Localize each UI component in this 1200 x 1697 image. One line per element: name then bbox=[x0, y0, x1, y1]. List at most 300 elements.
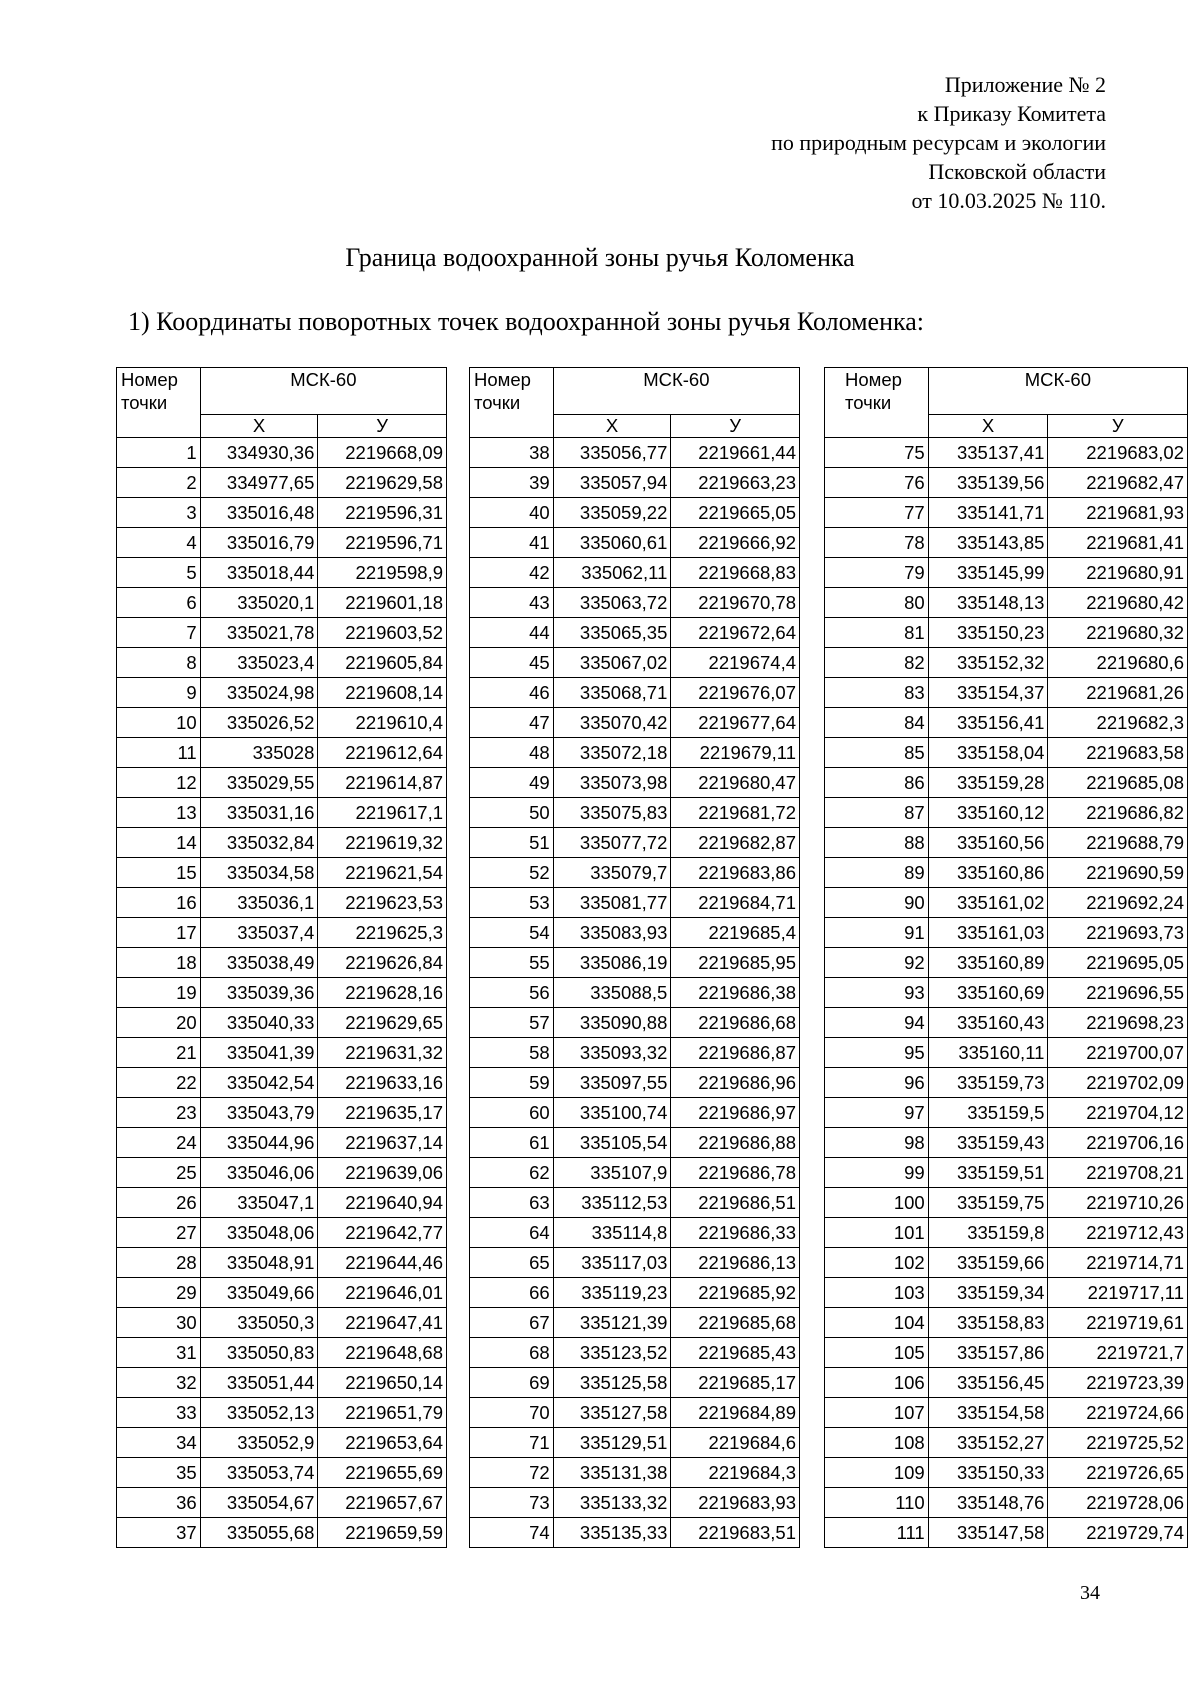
document-title: Граница водоохранной зоны ручья Коломенка bbox=[345, 243, 855, 272]
y-coordinate-cell: 2219725,52 bbox=[1048, 1428, 1188, 1458]
y-coordinate-cell: 2219683,51 bbox=[671, 1518, 800, 1548]
y-coordinate-cell: 2219619,32 bbox=[318, 828, 447, 858]
table-row bbox=[117, 1278, 447, 1308]
x-coordinate-cell: 335159,8 bbox=[928, 1218, 1048, 1248]
x-coordinate-cell: 335023,4 bbox=[200, 648, 318, 678]
point-number-cell: 62 bbox=[470, 1158, 554, 1188]
y-coordinate-cell: 2219610,4 bbox=[318, 708, 447, 738]
point-number-cell: 40 bbox=[470, 498, 554, 528]
x-coordinate-cell: 335105,54 bbox=[553, 1128, 671, 1158]
table-row bbox=[825, 1458, 1188, 1488]
point-number-cell: 6 bbox=[117, 588, 201, 618]
table-row bbox=[117, 678, 447, 708]
y-coordinate-cell: 2219642,77 bbox=[318, 1218, 447, 1248]
header-line: Псковской области bbox=[928, 159, 1106, 184]
x-coordinate-cell: 335161,02 bbox=[928, 888, 1048, 918]
point-number-cell: 24 bbox=[117, 1128, 201, 1158]
x-coordinate-cell: 335050,3 bbox=[200, 1308, 318, 1338]
table-row bbox=[825, 558, 1188, 588]
coordinates-table bbox=[469, 367, 800, 1548]
table-row bbox=[117, 1458, 447, 1488]
point-number-cell: 42 bbox=[470, 558, 554, 588]
y-coordinate-cell: 2219685,95 bbox=[671, 948, 800, 978]
table-row bbox=[117, 1368, 447, 1398]
table-row bbox=[825, 528, 1188, 558]
table-row bbox=[825, 708, 1188, 738]
y-coordinate-cell: 2219670,78 bbox=[671, 588, 800, 618]
x-coordinate-cell: 335040,33 bbox=[200, 1008, 318, 1038]
point-number-cell: 63 bbox=[470, 1188, 554, 1218]
table-row bbox=[825, 948, 1188, 978]
point-number-cell: 91 bbox=[825, 918, 929, 948]
table-row bbox=[470, 648, 800, 678]
point-number-cell: 81 bbox=[825, 618, 929, 648]
point-number-cell: 34 bbox=[117, 1428, 201, 1458]
table-row bbox=[117, 858, 447, 888]
point-number-cell: 101 bbox=[825, 1218, 929, 1248]
point-number-cell: 107 bbox=[825, 1398, 929, 1428]
point-number-cell: 43 bbox=[470, 588, 554, 618]
x-coordinate-cell: 335034,58 bbox=[200, 858, 318, 888]
y-coordinate-cell: 2219644,46 bbox=[318, 1248, 447, 1278]
x-coordinate-cell: 335150,23 bbox=[928, 618, 1048, 648]
x-coordinate-cell: 335161,03 bbox=[928, 918, 1048, 948]
y-coordinate-cell: 2219682,47 bbox=[1048, 468, 1188, 498]
y-coordinate-cell: 2219681,72 bbox=[671, 798, 800, 828]
coordinate-system-header: МСК-60 bbox=[553, 368, 799, 415]
x-coordinate-cell: 335159,75 bbox=[928, 1188, 1048, 1218]
table-row bbox=[117, 1008, 447, 1038]
table-row bbox=[470, 1398, 800, 1428]
point-number-cell: 10 bbox=[117, 708, 201, 738]
x-coordinate-cell: 335150,33 bbox=[928, 1458, 1048, 1488]
table-row bbox=[470, 1458, 800, 1488]
table-row bbox=[825, 1098, 1188, 1128]
table-row bbox=[825, 1338, 1188, 1368]
point-number-cell: 106 bbox=[825, 1368, 929, 1398]
y-coordinate-cell: 2219596,71 bbox=[318, 528, 447, 558]
point-number-cell: 94 bbox=[825, 1008, 929, 1038]
y-coordinate-cell: 2219714,71 bbox=[1048, 1248, 1188, 1278]
point-number-cell: 100 bbox=[825, 1188, 929, 1218]
x-coordinate-cell: 335160,56 bbox=[928, 828, 1048, 858]
table-row bbox=[470, 528, 800, 558]
point-number-cell: 89 bbox=[825, 858, 929, 888]
table-row bbox=[117, 768, 447, 798]
y-coordinate-cell: 2219679,11 bbox=[671, 738, 800, 768]
x-coordinate-cell: 335055,68 bbox=[200, 1518, 318, 1548]
y-coordinate-cell: 2219685,08 bbox=[1048, 768, 1188, 798]
table-row bbox=[825, 1368, 1188, 1398]
x-coordinate-cell: 335051,44 bbox=[200, 1368, 318, 1398]
x-coordinate-cell: 335117,03 bbox=[553, 1248, 671, 1278]
y-coordinate-cell: 2219623,53 bbox=[318, 888, 447, 918]
x-coordinate-cell: 335044,96 bbox=[200, 1128, 318, 1158]
table-row bbox=[470, 708, 800, 738]
table-row bbox=[825, 828, 1188, 858]
point-number-cell: 32 bbox=[117, 1368, 201, 1398]
table-row bbox=[825, 1518, 1188, 1548]
table-row bbox=[470, 1518, 800, 1548]
point-number-cell: 110 bbox=[825, 1488, 929, 1518]
table-row bbox=[470, 468, 800, 498]
point-number-cell: 27 bbox=[117, 1218, 201, 1248]
x-header: Х bbox=[200, 415, 318, 438]
y-coordinate-cell: 2219717,11 bbox=[1048, 1278, 1188, 1308]
x-coordinate-cell: 335125,58 bbox=[553, 1368, 671, 1398]
y-coordinate-cell: 2219655,69 bbox=[318, 1458, 447, 1488]
y-coordinate-cell: 2219681,26 bbox=[1048, 678, 1188, 708]
table-row bbox=[825, 1218, 1188, 1248]
x-coordinate-cell: 335148,76 bbox=[928, 1488, 1048, 1518]
y-coordinate-cell: 2219695,05 bbox=[1048, 948, 1188, 978]
x-coordinate-cell: 335088,5 bbox=[553, 978, 671, 1008]
point-number-cell: 71 bbox=[470, 1428, 554, 1458]
point-number-cell: 35 bbox=[117, 1458, 201, 1488]
x-coordinate-cell: 335129,51 bbox=[553, 1428, 671, 1458]
x-coordinate-cell: 335050,83 bbox=[200, 1338, 318, 1368]
y-coordinate-cell: 2219719,61 bbox=[1048, 1308, 1188, 1338]
x-coordinate-cell: 335024,98 bbox=[200, 678, 318, 708]
x-coordinate-cell: 335160,12 bbox=[928, 798, 1048, 828]
y-coordinate-cell: 2219668,83 bbox=[671, 558, 800, 588]
point-number-cell: 51 bbox=[470, 828, 554, 858]
table-row bbox=[470, 1188, 800, 1218]
x-coordinate-cell: 335131,38 bbox=[553, 1458, 671, 1488]
y-coordinate-cell: 2219598,9 bbox=[318, 558, 447, 588]
table-row bbox=[470, 1218, 800, 1248]
table-row bbox=[117, 1098, 447, 1128]
y-coordinate-cell: 2219680,47 bbox=[671, 768, 800, 798]
x-coordinate-cell: 335028 bbox=[200, 738, 318, 768]
x-coordinate-cell: 335038,49 bbox=[200, 948, 318, 978]
x-coordinate-cell: 335049,66 bbox=[200, 1278, 318, 1308]
x-coordinate-cell: 335042,54 bbox=[200, 1068, 318, 1098]
x-coordinate-cell: 335159,73 bbox=[928, 1068, 1048, 1098]
x-coordinate-cell: 335159,28 bbox=[928, 768, 1048, 798]
table-row bbox=[825, 1278, 1188, 1308]
point-number-cell: 64 bbox=[470, 1218, 554, 1248]
table-row bbox=[470, 1098, 800, 1128]
point-number-cell: 90 bbox=[825, 888, 929, 918]
table-row bbox=[470, 678, 800, 708]
y-coordinate-cell: 2219684,3 bbox=[671, 1458, 800, 1488]
y-coordinate-cell: 2219686,33 bbox=[671, 1218, 800, 1248]
point-number-cell: 57 bbox=[470, 1008, 554, 1038]
x-coordinate-cell: 335057,94 bbox=[553, 468, 671, 498]
table-row bbox=[470, 798, 800, 828]
y-coordinate-cell: 2219686,97 bbox=[671, 1098, 800, 1128]
point-number-cell: 59 bbox=[470, 1068, 554, 1098]
point-number-cell: 31 bbox=[117, 1338, 201, 1368]
x-coordinate-cell: 335046,06 bbox=[200, 1158, 318, 1188]
table-row bbox=[117, 708, 447, 738]
point-number-cell: 73 bbox=[470, 1488, 554, 1518]
point-number-cell: 26 bbox=[117, 1188, 201, 1218]
x-coordinate-cell: 335141,71 bbox=[928, 498, 1048, 528]
x-coordinate-cell: 335056,77 bbox=[553, 438, 671, 468]
point-number-cell: 105 bbox=[825, 1338, 929, 1368]
point-number-cell: 67 bbox=[470, 1308, 554, 1338]
point-number-cell: 75 bbox=[825, 438, 929, 468]
point-number-cell: 1 bbox=[117, 438, 201, 468]
table-row bbox=[470, 1338, 800, 1368]
document-header bbox=[771, 70, 1106, 215]
x-coordinate-cell: 335139,56 bbox=[928, 468, 1048, 498]
point-number-cell: 56 bbox=[470, 978, 554, 1008]
x-coordinate-cell: 335143,85 bbox=[928, 528, 1048, 558]
table-row bbox=[117, 948, 447, 978]
point-number-cell: 70 bbox=[470, 1398, 554, 1428]
table-row bbox=[117, 1128, 447, 1158]
table-row bbox=[470, 948, 800, 978]
point-number-header: Номер точки bbox=[117, 368, 201, 438]
x-coordinate-cell: 335060,61 bbox=[553, 528, 671, 558]
y-coordinate-cell: 2219681,93 bbox=[1048, 498, 1188, 528]
point-number-cell: 37 bbox=[117, 1518, 201, 1548]
table-row bbox=[470, 1158, 800, 1188]
x-coordinate-cell: 335152,27 bbox=[928, 1428, 1048, 1458]
table-row bbox=[825, 1068, 1188, 1098]
point-number-cell: 66 bbox=[470, 1278, 554, 1308]
point-number-cell: 29 bbox=[117, 1278, 201, 1308]
table-row bbox=[117, 558, 447, 588]
table-row bbox=[470, 1248, 800, 1278]
point-number-cell: 5 bbox=[117, 558, 201, 588]
x-coordinate-cell: 335137,41 bbox=[928, 438, 1048, 468]
x-coordinate-cell: 335079,7 bbox=[553, 858, 671, 888]
table-row bbox=[117, 1038, 447, 1068]
table-row bbox=[470, 888, 800, 918]
y-coordinate-cell: 2219685,17 bbox=[671, 1368, 800, 1398]
table-row bbox=[470, 1128, 800, 1158]
point-number-cell: 18 bbox=[117, 948, 201, 978]
x-coordinate-cell: 335072,18 bbox=[553, 738, 671, 768]
y-coordinate-cell: 2219631,32 bbox=[318, 1038, 447, 1068]
x-coordinate-cell: 335135,33 bbox=[553, 1518, 671, 1548]
y-coordinate-cell: 2219614,87 bbox=[318, 768, 447, 798]
point-number-cell: 111 bbox=[825, 1518, 929, 1548]
point-number-cell: 77 bbox=[825, 498, 929, 528]
x-header: Х bbox=[553, 415, 671, 438]
x-coordinate-cell: 335059,22 bbox=[553, 498, 671, 528]
table-row bbox=[117, 978, 447, 1008]
x-coordinate-cell: 335159,43 bbox=[928, 1128, 1048, 1158]
table-row bbox=[825, 1188, 1188, 1218]
y-coordinate-cell: 2219721,7 bbox=[1048, 1338, 1188, 1368]
x-coordinate-cell: 335052,9 bbox=[200, 1428, 318, 1458]
table-row bbox=[470, 858, 800, 888]
x-coordinate-cell: 335100,74 bbox=[553, 1098, 671, 1128]
point-number-cell: 39 bbox=[470, 468, 554, 498]
table-row bbox=[117, 1428, 447, 1458]
x-coordinate-cell: 335133,32 bbox=[553, 1488, 671, 1518]
table-row bbox=[825, 1488, 1188, 1518]
y-coordinate-cell: 2219728,06 bbox=[1048, 1488, 1188, 1518]
y-coordinate-cell: 2219690,59 bbox=[1048, 858, 1188, 888]
y-coordinate-cell: 2219680,42 bbox=[1048, 588, 1188, 618]
table-row bbox=[117, 438, 447, 468]
y-coordinate-cell: 2219684,71 bbox=[671, 888, 800, 918]
y-coordinate-cell: 2219726,65 bbox=[1048, 1458, 1188, 1488]
y-coordinate-cell: 2219628,16 bbox=[318, 978, 447, 1008]
x-coordinate-cell: 335083,93 bbox=[553, 918, 671, 948]
point-number-cell: 3 bbox=[117, 498, 201, 528]
table-row bbox=[117, 918, 447, 948]
point-number-cell: 58 bbox=[470, 1038, 554, 1068]
y-coordinate-cell: 2219680,32 bbox=[1048, 618, 1188, 648]
x-coordinate-cell: 335070,42 bbox=[553, 708, 671, 738]
y-coordinate-cell: 2219683,93 bbox=[671, 1488, 800, 1518]
table-row bbox=[470, 978, 800, 1008]
point-number-cell: 8 bbox=[117, 648, 201, 678]
y-coordinate-cell: 2219626,84 bbox=[318, 948, 447, 978]
point-number-cell: 15 bbox=[117, 858, 201, 888]
coordinate-system-header: МСК-60 bbox=[928, 368, 1187, 415]
x-coordinate-cell: 335067,02 bbox=[553, 648, 671, 678]
coordinates-table bbox=[824, 367, 1188, 1548]
y-coordinate-cell: 2219686,51 bbox=[671, 1188, 800, 1218]
x-coordinate-cell: 335156,45 bbox=[928, 1368, 1048, 1398]
y-coordinate-cell: 2219680,6 bbox=[1048, 648, 1188, 678]
x-coordinate-cell: 335063,72 bbox=[553, 588, 671, 618]
point-number-cell: 55 bbox=[470, 948, 554, 978]
table-row bbox=[470, 768, 800, 798]
table-row bbox=[117, 1068, 447, 1098]
point-number-cell: 84 bbox=[825, 708, 929, 738]
table-row bbox=[117, 1398, 447, 1428]
y-coordinate-cell: 2219684,6 bbox=[671, 1428, 800, 1458]
point-number-cell: 41 bbox=[470, 528, 554, 558]
table-row bbox=[470, 1068, 800, 1098]
y-coordinate-cell: 2219708,21 bbox=[1048, 1158, 1188, 1188]
point-number-header: Номер точки bbox=[470, 368, 554, 438]
x-coordinate-cell: 335062,11 bbox=[553, 558, 671, 588]
y-coordinate-cell: 2219659,59 bbox=[318, 1518, 447, 1548]
table-row bbox=[470, 618, 800, 648]
x-coordinate-cell: 335018,44 bbox=[200, 558, 318, 588]
point-number-cell: 28 bbox=[117, 1248, 201, 1278]
point-number-cell: 30 bbox=[117, 1308, 201, 1338]
y-coordinate-cell: 2219633,16 bbox=[318, 1068, 447, 1098]
table-row bbox=[117, 468, 447, 498]
table-row bbox=[117, 498, 447, 528]
x-header: Х bbox=[928, 415, 1048, 438]
table-row bbox=[470, 1008, 800, 1038]
y-coordinate-cell: 2219608,14 bbox=[318, 678, 447, 708]
point-number-cell: 96 bbox=[825, 1068, 929, 1098]
x-coordinate-cell: 335114,8 bbox=[553, 1218, 671, 1248]
y-coordinate-cell: 2219710,26 bbox=[1048, 1188, 1188, 1218]
point-number-cell: 99 bbox=[825, 1158, 929, 1188]
point-number-cell: 20 bbox=[117, 1008, 201, 1038]
x-coordinate-cell: 335053,74 bbox=[200, 1458, 318, 1488]
table-row bbox=[117, 1218, 447, 1248]
table-row bbox=[470, 1428, 800, 1458]
point-number-cell: 108 bbox=[825, 1428, 929, 1458]
x-coordinate-cell: 335154,58 bbox=[928, 1398, 1048, 1428]
table-row bbox=[825, 438, 1188, 468]
table-row bbox=[117, 648, 447, 678]
table-row bbox=[825, 648, 1188, 678]
y-coordinate-cell: 2219684,89 bbox=[671, 1398, 800, 1428]
x-coordinate-cell: 335159,66 bbox=[928, 1248, 1048, 1278]
table-row bbox=[470, 1488, 800, 1518]
y-coordinate-cell: 2219729,74 bbox=[1048, 1518, 1188, 1548]
y-coordinate-cell: 2219651,79 bbox=[318, 1398, 447, 1428]
point-number-cell: 17 bbox=[117, 918, 201, 948]
x-coordinate-cell: 335037,4 bbox=[200, 918, 318, 948]
x-coordinate-cell: 335036,1 bbox=[200, 888, 318, 918]
x-coordinate-cell: 335121,39 bbox=[553, 1308, 671, 1338]
x-coordinate-cell: 335054,67 bbox=[200, 1488, 318, 1518]
table-row bbox=[117, 1158, 447, 1188]
table-row bbox=[470, 1038, 800, 1068]
table-row bbox=[825, 1398, 1188, 1428]
table-row bbox=[825, 1038, 1188, 1068]
x-coordinate-cell: 335160,69 bbox=[928, 978, 1048, 1008]
table-row bbox=[470, 498, 800, 528]
point-number-cell: 53 bbox=[470, 888, 554, 918]
x-coordinate-cell: 335154,37 bbox=[928, 678, 1048, 708]
point-number-cell: 52 bbox=[470, 858, 554, 888]
y-coordinate-cell: 2219663,23 bbox=[671, 468, 800, 498]
y-coordinate-cell: 2219698,23 bbox=[1048, 1008, 1188, 1038]
x-coordinate-cell: 335086,19 bbox=[553, 948, 671, 978]
x-coordinate-cell: 335016,79 bbox=[200, 528, 318, 558]
table-row bbox=[825, 1308, 1188, 1338]
point-number-cell: 13 bbox=[117, 798, 201, 828]
y-coordinate-cell: 2219686,88 bbox=[671, 1128, 800, 1158]
y-coordinate-cell: 2219647,41 bbox=[318, 1308, 447, 1338]
x-coordinate-cell: 335152,32 bbox=[928, 648, 1048, 678]
y-coordinate-cell: 2219650,14 bbox=[318, 1368, 447, 1398]
point-number-cell: 14 bbox=[117, 828, 201, 858]
point-number-cell: 9 bbox=[117, 678, 201, 708]
y-coordinate-cell: 2219646,01 bbox=[318, 1278, 447, 1308]
x-coordinate-cell: 335147,58 bbox=[928, 1518, 1048, 1548]
point-number-cell: 104 bbox=[825, 1308, 929, 1338]
point-number-cell: 78 bbox=[825, 528, 929, 558]
header-line: по природным ресурсам и экологии bbox=[771, 130, 1106, 155]
y-coordinate-cell: 2219702,09 bbox=[1048, 1068, 1188, 1098]
y-coordinate-cell: 2219653,64 bbox=[318, 1428, 447, 1458]
table-row bbox=[470, 828, 800, 858]
table-row bbox=[117, 798, 447, 828]
point-number-cell: 25 bbox=[117, 1158, 201, 1188]
y-coordinate-cell: 2219605,84 bbox=[318, 648, 447, 678]
table-row bbox=[825, 678, 1188, 708]
header-line: к Приказу Комитета bbox=[917, 101, 1106, 126]
y-coordinate-cell: 2219700,07 bbox=[1048, 1038, 1188, 1068]
y-coordinate-cell: 2219683,86 bbox=[671, 858, 800, 888]
x-coordinate-cell: 335159,51 bbox=[928, 1158, 1048, 1188]
x-coordinate-cell: 335048,06 bbox=[200, 1218, 318, 1248]
point-number-cell: 69 bbox=[470, 1368, 554, 1398]
point-number-cell: 80 bbox=[825, 588, 929, 618]
point-number-cell: 61 bbox=[470, 1128, 554, 1158]
table-row bbox=[825, 888, 1188, 918]
table-row bbox=[825, 1128, 1188, 1158]
x-coordinate-cell: 335065,35 bbox=[553, 618, 671, 648]
table-row bbox=[470, 588, 800, 618]
point-number-cell: 48 bbox=[470, 738, 554, 768]
y-coordinate-cell: 2219686,13 bbox=[671, 1248, 800, 1278]
x-coordinate-cell: 335145,99 bbox=[928, 558, 1048, 588]
point-number-cell: 22 bbox=[117, 1068, 201, 1098]
point-number-cell: 87 bbox=[825, 798, 929, 828]
point-number-cell: 47 bbox=[470, 708, 554, 738]
